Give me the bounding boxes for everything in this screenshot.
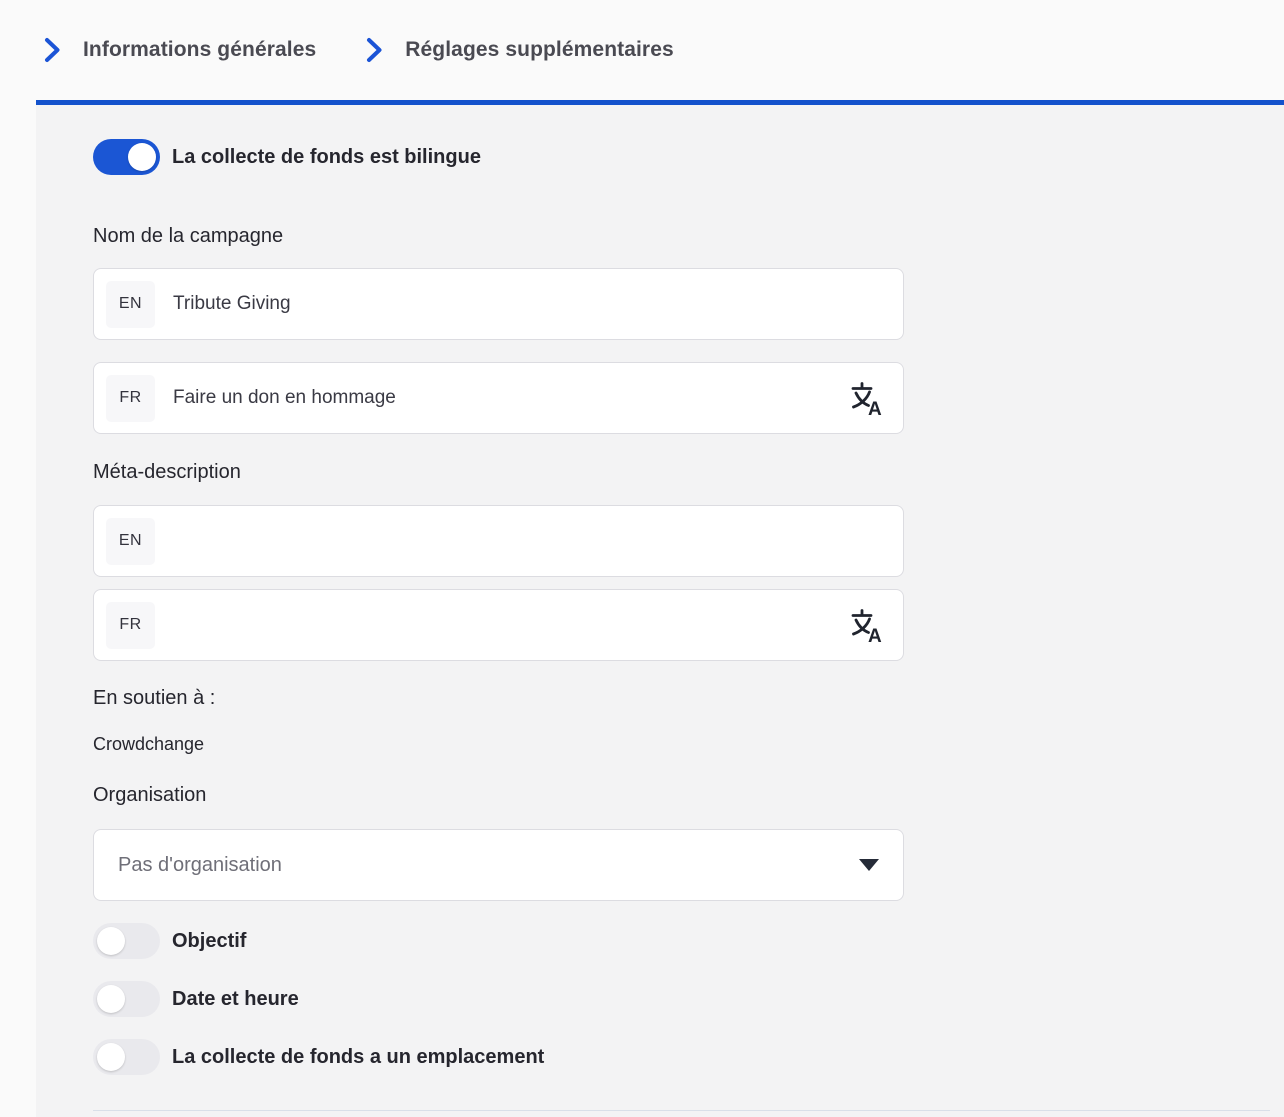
campaign-name-fr-field: [93, 362, 904, 434]
form-panel: [36, 105, 1284, 1117]
support-value: Crowdchange: [93, 734, 205, 754]
bilingual-toggle-row: [93, 105, 1284, 175]
step-label: Informations générales: [83, 38, 317, 61]
meta-description-label: Méta-description: [93, 461, 241, 483]
organisation-label: Organisation: [93, 784, 207, 806]
toggle-knob: [97, 927, 125, 955]
lang-badge-en: EN: [106, 281, 155, 328]
date-time-toggle-label: Date et heure: [172, 987, 299, 1010]
step-informations-generales[interactable]: [44, 37, 316, 63]
chevron-right-icon: [366, 37, 383, 63]
lang-badge-en: EN: [106, 518, 155, 565]
toggle-knob: [97, 1043, 125, 1071]
caret-down-icon: [859, 859, 879, 871]
svg-text:A: A: [868, 626, 882, 645]
translate-icon[interactable]: [847, 378, 885, 418]
date-time-toggle-row: [93, 981, 1284, 1017]
location-toggle[interactable]: [93, 1039, 160, 1075]
objective-toggle-label: Objectif: [172, 929, 247, 952]
meta-description-en-input[interactable]: [173, 506, 885, 576]
location-toggle-label: La collecte de fonds a un emplacement: [172, 1045, 545, 1068]
step-reglages-supplementaires[interactable]: [366, 37, 674, 63]
objective-toggle[interactable]: [93, 923, 160, 959]
organisation-select[interactable]: [93, 829, 904, 901]
stepper-header: [0, 0, 1284, 100]
bilingual-toggle[interactable]: [93, 139, 160, 175]
toggle-knob: [128, 143, 156, 171]
campaign-name-label: Nom de la campagne: [93, 225, 284, 247]
campaign-name-fr-input[interactable]: [173, 363, 829, 433]
chevron-right-icon: [44, 37, 61, 63]
toggle-knob: [97, 985, 125, 1013]
meta-description-en-field: [93, 505, 904, 577]
lang-badge-fr: FR: [106, 602, 155, 649]
translate-icon[interactable]: [847, 605, 885, 645]
meta-description-fr-field: [93, 589, 904, 661]
date-time-toggle[interactable]: [93, 981, 160, 1017]
organisation-selected-value: Pas d'organisation: [118, 853, 282, 876]
support-label: En soutien à :: [93, 687, 216, 709]
objective-toggle-row: [93, 923, 1284, 959]
campaign-name-en-field: [93, 268, 904, 340]
step-label: Réglages supplémentaires: [405, 38, 674, 61]
bilingual-toggle-label: La collecte de fonds est bilingue: [172, 145, 481, 168]
section-divider: [93, 1110, 1270, 1111]
campaign-name-en-input[interactable]: [173, 269, 885, 339]
lang-badge-fr: FR: [106, 375, 155, 422]
svg-text:A: A: [868, 399, 882, 418]
meta-description-fr-input[interactable]: [173, 590, 829, 660]
location-toggle-row: [93, 1039, 1284, 1075]
